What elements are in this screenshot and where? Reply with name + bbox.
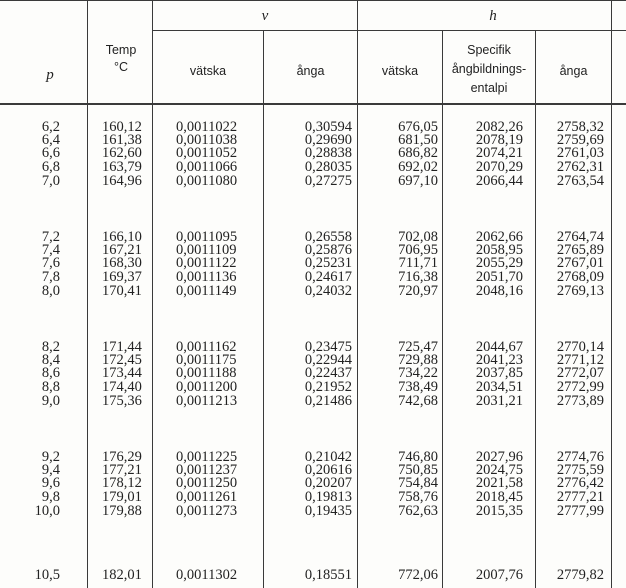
cell-pressure: 9,0 [41,393,60,409]
cell-h-evaporation: 2041,23 [475,352,523,368]
cell-temperature: 179,01 [102,489,142,505]
cell-h-vapor: 2777,99 [556,503,604,519]
cell-h-evaporation: 2058,95 [475,242,523,258]
header-temperature-unit: °C [113,60,129,74]
cell-h-liquid: 725,47 [398,339,438,355]
cell-h-liquid: 681,50 [398,132,438,148]
cell-h-evaporation: 2082,26 [475,119,523,135]
header-h-vapor: ånga [559,64,588,78]
header-v-liquid: vätska [189,64,227,78]
cell-h-vapor: 2764,74 [556,229,604,245]
cell-temperature: 176,29 [102,449,142,465]
cell-v-vapor: 0,22437 [304,365,352,381]
cell-h-evaporation: 2051,70 [475,269,523,285]
cell-v-vapor: 0,19813 [304,489,352,505]
header-h-liquid: vätska [381,64,419,78]
cell-v-liquid: 0,0011237 [176,462,238,478]
cell-h-evaporation: 2070,29 [475,159,523,175]
cell-v-vapor: 0,28035 [304,159,352,175]
cell-pressure: 9,8 [41,489,60,505]
cell-pressure: 6,6 [41,145,60,161]
cell-h-vapor: 2775,59 [556,462,604,478]
cell-h-vapor: 2774,76 [556,449,604,465]
cell-h-vapor: 2758,32 [556,119,604,135]
cell-v-vapor: 0,28838 [304,145,352,161]
cell-h-liquid: 750,85 [398,462,438,478]
cell-h-liquid: 686,82 [398,145,438,161]
cell-v-vapor: 0,23475 [304,339,352,355]
cell-h-vapor: 2772,99 [556,379,604,395]
header-temperature [90,42,152,76]
divider-p-temp [87,0,88,588]
cell-h-vapor: 2762,31 [556,159,604,175]
divider-right-edge [611,0,612,588]
header-enthalpy: h [489,8,497,24]
cell-temperature: 161,38 [102,132,142,148]
group-header-rule [152,30,626,31]
cell-v-vapor: 0,24617 [304,269,352,285]
cell-pressure: 8,8 [41,379,60,395]
cell-h-evaporation: 2027,96 [475,449,523,465]
cell-v-liquid: 0,0011095 [176,229,238,245]
header-h-evaporation-line2: ångbildnings- [451,62,527,76]
cell-temperature: 172,45 [102,352,142,368]
cell-pressure: 7,0 [41,173,60,189]
cell-h-vapor: 2765,89 [556,242,604,258]
cell-v-vapor: 0,27275 [304,173,352,189]
cell-pressure: 10,5 [34,567,60,583]
cell-h-vapor: 2772,07 [556,365,604,381]
header-h-evaporation-line3: entalpi [470,81,508,95]
cell-h-evaporation: 2044,67 [475,339,523,355]
cell-h-evaporation: 2037,85 [475,365,523,381]
cell-pressure: 9,2 [41,449,60,465]
cell-pressure: 8,6 [41,365,60,381]
cell-v-vapor: 0,20616 [304,462,352,478]
cell-h-liquid: 702,08 [398,229,438,245]
cell-v-vapor: 0,21486 [304,393,352,409]
cell-temperature: 179,88 [102,503,142,519]
cell-h-liquid: 729,88 [398,352,438,368]
cell-v-liquid: 0,0011038 [176,132,238,148]
cell-v-liquid: 0,0011136 [176,269,237,285]
cell-pressure: 7,4 [41,242,60,258]
cell-v-vapor: 0,18551 [304,567,352,583]
cell-temperature: 163,79 [102,159,142,175]
cell-temperature: 177,21 [102,462,142,478]
cell-v-vapor: 0,19435 [304,503,352,519]
cell-h-evaporation: 2078,19 [475,132,523,148]
cell-h-liquid: 746,80 [398,449,438,465]
header-h-evaporation [441,41,537,98]
cell-pressure: 8,2 [41,339,60,355]
cell-v-vapor: 0,26558 [304,229,352,245]
cell-v-liquid: 0,0011022 [176,119,238,135]
cell-h-liquid: 706,95 [398,242,438,258]
header-temperature-label: Temp [105,43,137,57]
cell-h-vapor: 2773,89 [556,393,604,409]
cell-h-vapor: 2777,21 [556,489,604,505]
cell-v-liquid: 0,0011250 [176,475,238,491]
header-pressure: p [46,67,54,83]
cell-h-liquid: 697,10 [398,173,438,189]
cell-temperature: 167,21 [102,242,142,258]
cell-pressure: 6,8 [41,159,60,175]
cell-temperature: 171,44 [102,339,142,355]
cell-v-vapor: 0,30594 [304,119,352,135]
cell-h-liquid: 716,38 [398,269,438,285]
cell-pressure: 7,2 [41,229,60,245]
cell-h-liquid: 762,63 [398,503,438,519]
cell-h-vapor: 2769,13 [556,283,604,299]
divider-temp-v [152,0,153,588]
cell-temperature: 175,36 [102,393,142,409]
cell-pressure: 9,6 [41,475,60,491]
cell-h-vapor: 2771,12 [556,352,604,368]
header-h-evaporation-line1: Specifik [467,43,511,57]
cell-h-vapor: 2767,01 [556,255,604,271]
cell-v-liquid: 0,0011149 [176,283,237,299]
cell-h-vapor: 2768,09 [556,269,604,285]
cell-h-vapor: 2759,69 [556,132,604,148]
cell-temperature: 173,44 [102,365,142,381]
header-bottom-rule [0,103,626,105]
cell-h-vapor: 2761,03 [556,145,604,161]
cell-h-vapor: 2779,82 [556,567,604,583]
cell-temperature: 169,37 [102,269,142,285]
cell-temperature: 162,60 [102,145,142,161]
cell-h-evaporation: 2066,44 [475,173,523,189]
cell-h-liquid: 734,22 [398,365,438,381]
cell-temperature: 168,30 [102,255,142,271]
cell-pressure: 10,0 [34,503,60,519]
cell-v-liquid: 0,0011188 [176,365,237,381]
cell-v-liquid: 0,0011200 [176,379,238,395]
cell-v-liquid: 0,0011066 [176,159,238,175]
cell-v-vapor: 0,22944 [304,352,352,368]
cell-h-liquid: 754,84 [398,475,438,491]
cell-h-liquid: 738,49 [398,379,438,395]
top-rule [0,0,626,1]
cell-v-vapor: 0,24032 [304,283,352,299]
cell-v-liquid: 0,0011273 [176,503,238,519]
cell-h-vapor: 2776,42 [556,475,604,491]
cell-h-evaporation: 2015,35 [475,503,523,519]
cell-v-liquid: 0,0011109 [176,242,237,258]
cell-pressure: 9,4 [41,462,60,478]
cell-h-evaporation: 2024,75 [475,462,523,478]
cell-h-vapor: 2770,14 [556,339,604,355]
cell-h-evaporation: 2048,16 [475,283,523,299]
cell-v-liquid: 0,0011302 [176,567,238,583]
cell-h-liquid: 711,71 [398,255,438,271]
cell-pressure: 8,4 [41,352,60,368]
cell-v-vapor: 0,29690 [304,132,352,148]
header-v-vapor: ånga [296,64,325,78]
cell-h-evaporation: 2021,58 [475,475,523,491]
cell-v-liquid: 0,0011162 [176,339,237,355]
cell-pressure: 7,8 [41,269,60,285]
cell-pressure: 6,4 [41,132,60,148]
cell-v-liquid: 0,0011080 [176,173,238,189]
cell-h-liquid: 742,68 [398,393,438,409]
cell-h-evaporation: 2031,21 [475,393,523,409]
cell-temperature: 160,12 [102,119,142,135]
cell-h-liquid: 772,06 [398,567,438,583]
cell-v-vapor: 0,25876 [304,242,352,258]
cell-pressure: 8,0 [41,283,60,299]
cell-temperature: 174,40 [102,379,142,395]
cell-v-liquid: 0,0011122 [176,255,237,271]
cell-h-liquid: 720,97 [398,283,438,299]
cell-h-evaporation: 2018,45 [475,489,523,505]
cell-v-liquid: 0,0011175 [176,352,237,368]
cell-h-liquid: 758,76 [398,489,438,505]
cell-h-evaporation: 2062,66 [475,229,523,245]
cell-temperature: 178,12 [102,475,142,491]
cell-temperature: 166,10 [102,229,142,245]
cell-temperature: 182,01 [102,567,142,583]
cell-v-liquid: 0,0011225 [176,449,238,465]
cell-v-liquid: 0,0011213 [176,393,238,409]
cell-h-evaporation: 2074,21 [475,145,523,161]
cell-temperature: 164,96 [102,173,142,189]
cell-v-liquid: 0,0011261 [176,489,238,505]
cell-h-vapor: 2763,54 [556,173,604,189]
cell-temperature: 170,41 [102,283,142,299]
cell-v-vapor: 0,21952 [304,379,352,395]
cell-h-evaporation: 2007,76 [475,567,523,583]
cell-pressure: 7,6 [41,255,60,271]
cell-h-liquid: 676,05 [398,119,438,135]
cell-v-vapor: 0,25231 [304,255,352,271]
cell-v-vapor: 0,21042 [304,449,352,465]
cell-h-evaporation: 2055,29 [475,255,523,271]
cell-h-evaporation: 2034,51 [475,379,523,395]
cell-h-liquid: 692,02 [398,159,438,175]
cell-pressure: 6,2 [41,119,60,135]
cell-v-vapor: 0,20207 [304,475,352,491]
header-specific-volume: v [261,8,269,24]
cell-v-liquid: 0,0011052 [176,145,238,161]
